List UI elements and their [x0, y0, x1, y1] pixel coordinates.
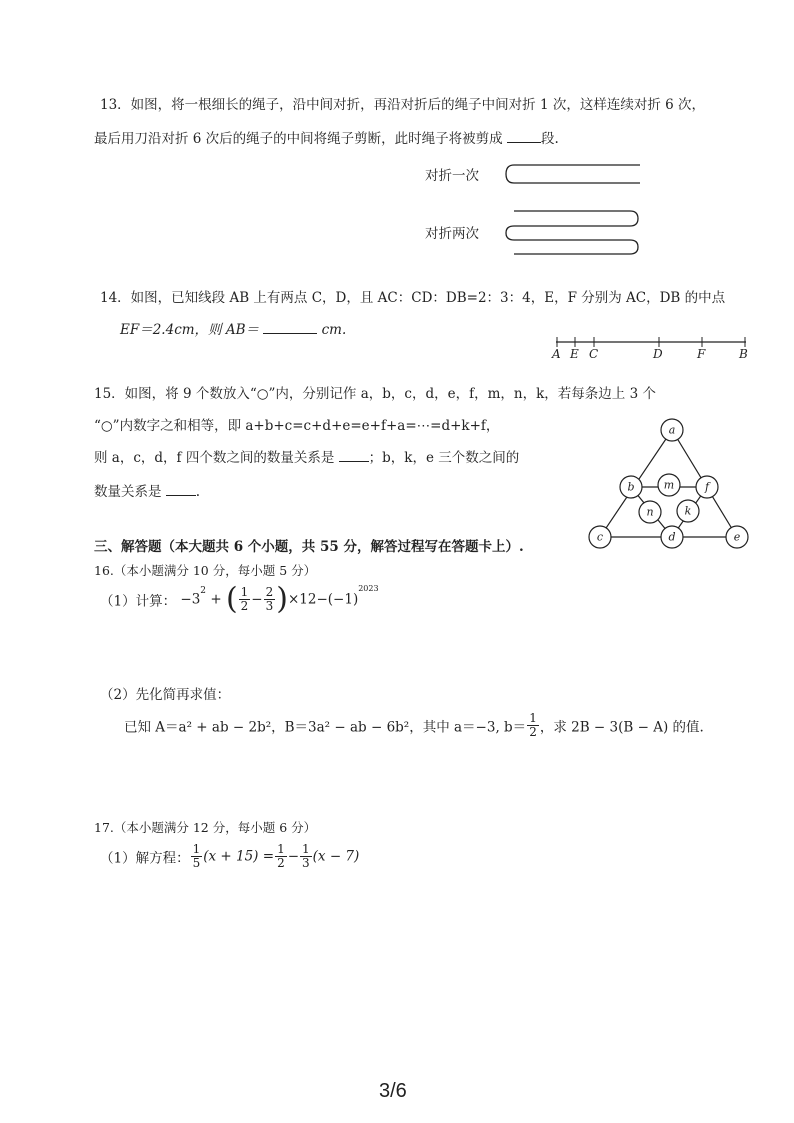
q13-line2-tail: 段.	[540, 131, 559, 147]
q16-header: 16.（本小题满分 10 分，每小题 5 分）	[94, 563, 317, 578]
q16-exp1: 2	[200, 586, 207, 596]
q15-line3-text: 则 a，c，d，f 四个数之间的数量关系是	[94, 450, 335, 466]
fold-twice-label: 对折两次	[425, 226, 479, 242]
circle-label-m: m	[663, 478, 675, 492]
q16-paren-close: )	[276, 581, 288, 617]
q17-part1	[100, 843, 359, 870]
label-c: C	[589, 347, 599, 361]
circle-label-c: c	[596, 530, 604, 544]
circle-label-d: d	[668, 530, 676, 544]
q16-frac2: $\frac{2}{3}$	[265, 585, 274, 613]
q17-frac1: $\frac{1}{5}$	[192, 842, 201, 870]
q17-mid2: (x − 7)	[312, 848, 360, 865]
label-b: B	[739, 347, 748, 361]
label-f: F	[697, 347, 706, 361]
q15-line4-text: 数量关系是	[94, 484, 162, 500]
q17-mid1: (x + 15) =	[203, 848, 275, 865]
q16-part2-ask: ，求 2B − 3(B − A) 的值.	[539, 719, 704, 736]
q17-frac3: $\frac{1}{3}$	[302, 842, 310, 870]
q14-line2-tail: cm.	[321, 322, 347, 338]
q15-line2: “○”内数字之和相等，即 a+b+c=c+d+e=e+f+a=⋯=d+k+f，	[94, 418, 500, 434]
q14-line1: 14．如图，已知线段 AB 上有两点 C，D，且 AC：CD：DB=2：3：4，E，F 分别为 AC，DB 的中点	[100, 290, 726, 306]
q16-part2-label: （2）先化简再求值：	[100, 687, 231, 703]
q15-line1: 15．如图，将 9 个数放入“○”内，分别记作 a，b，c，d，e，f，m，n，k，若每条边上 3 个	[94, 386, 656, 402]
section-3-heading: 三、解答题（本大题共 6 个小题，共 55 分，解答过程写在答题卡上）.	[94, 539, 524, 555]
q16-paren-open: (	[225, 581, 238, 617]
fold-once-label: 对折一次	[425, 168, 479, 184]
circle-label-a: a	[668, 423, 676, 437]
q16-exp2: 2023	[358, 584, 379, 593]
circle-label-f: f	[704, 480, 710, 494]
q16-part2-given: 已知 A＝a² + ab − 2b²，B＝3a² − ab − 6b²，其中 a＝−3, b＝	[124, 719, 527, 736]
q16-part2-expr	[124, 712, 704, 739]
circle-label-n: n	[646, 505, 654, 519]
label-a: A	[552, 347, 561, 361]
label-d: D	[653, 347, 663, 361]
q16-minus: −	[251, 591, 263, 608]
q13-line2-text: 最后用刀沿对折 6 次后的绳子的中间将绳子剪断，此时绳子将被剪成	[94, 131, 503, 147]
q16-term1: −3	[180, 591, 201, 608]
q16-part1-label: （1）计算：	[100, 593, 177, 610]
q16-part1	[100, 581, 379, 617]
circle-label-k: k	[684, 504, 692, 518]
page-number: 3/6	[379, 1080, 407, 1102]
q14-line2-text: EF＝2.4cm，则 AB＝	[120, 322, 260, 338]
q17-frac2: $\frac{1}{2}$	[277, 842, 285, 870]
q16-plus: +	[210, 591, 222, 608]
q15-line3-tail: ；b，k，e 三个数之间的	[368, 450, 520, 466]
circle-label-e: e	[733, 530, 741, 544]
q17-minus: −	[287, 848, 300, 865]
q16-frac1: $\frac{1}{2}$	[240, 585, 249, 613]
q16-tail: ×12−(−1)	[287, 591, 359, 608]
q17-part1-label: （1）解方程：	[100, 850, 190, 867]
q15-line4-tail: .	[195, 484, 201, 500]
q13-line1: 13．如图，将一根细长的绳子，沿中间对折，再沿对折后的绳子中间对折 1 次，这样连续对折 6 次，	[100, 97, 706, 113]
triangle-diagram	[0, 0, 794, 560]
q16-part2-frac: $\frac{1}{2}$	[529, 711, 537, 739]
label-e: E	[570, 347, 579, 361]
q17-header: 17.（本小题满分 12 分，每小题 6 分）	[94, 820, 317, 835]
circle-label-b: b	[627, 480, 635, 494]
